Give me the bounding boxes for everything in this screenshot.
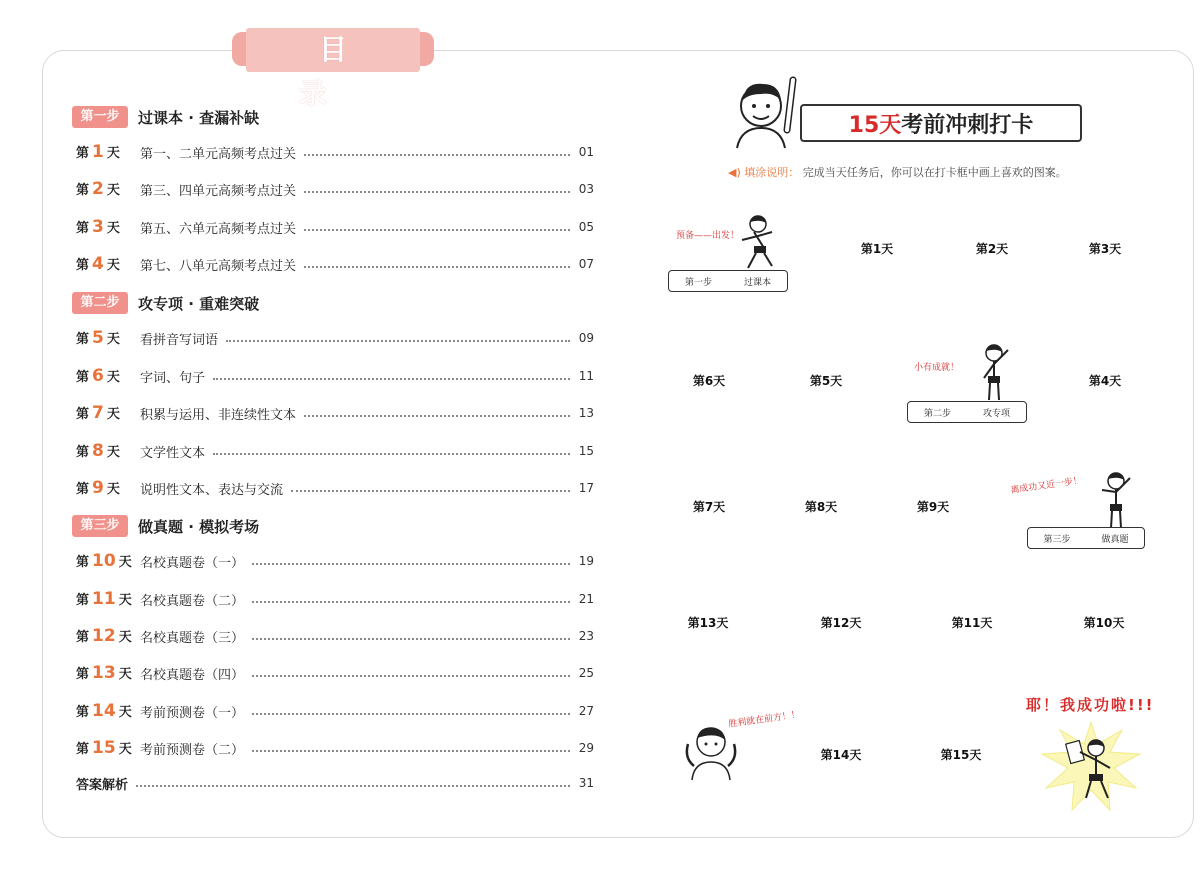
section-title: 攻专项 · 重难突破 [138, 294, 260, 313]
day-number: 6 [92, 366, 104, 386]
toc-entry-name: 名校真题卷（三） [140, 630, 245, 646]
leader-dots [252, 601, 570, 603]
toc-entry-name: 考前预测卷（二） [140, 742, 245, 758]
toc-day-label [76, 217, 140, 237]
toc-day-label [76, 403, 140, 423]
section-badge: 第一步 [72, 106, 128, 128]
toc-entry-name: 积累与运用、非连续性文本 [140, 407, 297, 423]
day-number: 3 [92, 217, 104, 237]
checkin-box-day-3[interactable] [1046, 234, 1164, 300]
checkin-box-day-9[interactable] [874, 492, 992, 558]
stage-name: 攻专项 [982, 408, 1010, 419]
day-suffix: 天 [118, 630, 132, 645]
stage-step: 第二步 [923, 408, 951, 419]
page-title: 目录 [298, 33, 387, 110]
checkin-day-label: 第10天 [1083, 616, 1125, 630]
stage-label-3 [1027, 527, 1145, 549]
toc-entry-name: 第五、六单元高频考点过关 [140, 221, 297, 237]
checkin-title [800, 104, 1082, 142]
toc-row[interactable] [76, 589, 594, 609]
toc-row[interactable] [76, 441, 594, 461]
day-prefix: 第 [76, 183, 90, 198]
day-prefix: 第 [76, 555, 90, 570]
day-suffix: 天 [106, 332, 120, 347]
leader-dots [252, 638, 570, 640]
leader-dots [304, 191, 570, 193]
page-number: 17 [578, 481, 594, 495]
day-number: 13 [92, 663, 116, 683]
day-prefix: 第 [76, 258, 90, 273]
toc-day-label [76, 142, 140, 162]
toc-day-label [76, 254, 140, 274]
title-banner [232, 28, 434, 110]
leader-dots [213, 453, 570, 455]
page-number: 03 [578, 182, 594, 196]
leader-dots [304, 154, 570, 156]
toc-entry-name: 第一、二单元高频考点过关 [140, 146, 297, 162]
day-number: 12 [92, 626, 116, 646]
stage-label-2 [907, 401, 1027, 423]
checkin-box-day-1[interactable] [818, 234, 936, 300]
day-suffix: 天 [106, 183, 120, 198]
speaker-icon: ◀) [728, 166, 741, 179]
stage-step: 第三步 [1043, 534, 1071, 545]
leader-dots [304, 415, 570, 417]
day-suffix: 天 [106, 221, 120, 236]
checkin-day-label: 第13天 [687, 616, 729, 630]
stage-caption: 预备——出发！ [676, 231, 740, 241]
day-prefix: 第 [76, 630, 90, 645]
toc-entry-name: 名校真题卷（四） [140, 667, 245, 683]
day-number: 4 [92, 254, 104, 274]
toc-entry-name: 考前预测卷（一） [140, 705, 245, 721]
toc-entry-name: 字词、句子 [140, 370, 206, 386]
checkin-box-day-10[interactable] [1045, 608, 1163, 674]
page-number: 21 [578, 592, 594, 606]
toc-row[interactable] [76, 328, 594, 348]
toc-row[interactable] [76, 478, 594, 498]
success-text: 耶！我成功啦!!! [1026, 696, 1155, 714]
section-header-2 [72, 292, 259, 314]
victory-caption: 胜利就在前方！！ [727, 710, 801, 730]
toc-row[interactable] [76, 254, 594, 274]
page-number: 01 [578, 145, 594, 159]
section-badge: 第三步 [72, 515, 128, 537]
page-number: 19 [578, 554, 594, 568]
page-number: 13 [578, 406, 594, 420]
checkin-box-day-11[interactable] [913, 608, 1031, 674]
note-label: 填涂说明： [744, 166, 800, 179]
toc-entry-name: 第七、八单元高频考点过关 [140, 258, 297, 274]
leader-dots [252, 563, 570, 565]
stage-label-1 [668, 270, 788, 292]
checkin-day-label: 第8天 [804, 500, 838, 514]
day-number: 9 [92, 478, 104, 498]
checkin-day-label: 第5天 [809, 374, 843, 388]
checkin-day-label: 第9天 [916, 500, 950, 514]
toc-day-label [76, 551, 140, 571]
toc-entry-name: 名校真题卷（一） [140, 555, 245, 571]
leader-dots [304, 266, 570, 268]
leader-dots [252, 713, 570, 715]
page-number: 31 [578, 776, 594, 790]
flexing-boy-icon [680, 722, 742, 782]
toc-day-label [76, 441, 140, 461]
day-suffix: 天 [106, 370, 120, 385]
toc-row[interactable] [76, 366, 594, 386]
stage-step: 第一步 [684, 277, 712, 288]
celebrating-boy-icon [1038, 720, 1144, 812]
day-suffix: 天 [118, 667, 132, 682]
day-number: 15 [92, 738, 116, 758]
day-number: 1 [92, 142, 104, 162]
day-suffix: 天 [106, 482, 120, 497]
day-suffix: 天 [118, 593, 132, 608]
section-title: 过课本 · 查漏补缺 [138, 108, 260, 127]
toc-day-label [76, 328, 140, 348]
day-prefix: 第 [76, 146, 90, 161]
toc-row[interactable] [76, 701, 594, 721]
page-number: 23 [578, 629, 594, 643]
day-prefix: 第 [76, 482, 90, 497]
checkin-box-day-4[interactable] [1046, 366, 1164, 432]
toc-row[interactable] [76, 626, 594, 646]
toc-row[interactable] [76, 217, 594, 237]
day-number: 8 [92, 441, 104, 461]
toc-entry-name: 说明性文本、表达与交流 [140, 482, 284, 498]
checkin-day-label: 第11天 [951, 616, 993, 630]
page-number: 25 [578, 666, 594, 680]
section-badge: 第二步 [72, 292, 128, 314]
title-rest: 考前冲刺打卡 [901, 112, 1034, 138]
day-prefix: 第 [76, 667, 90, 682]
leader-dots [213, 378, 570, 380]
day-prefix: 第 [76, 221, 90, 236]
day-suffix: 天 [106, 407, 120, 422]
toc-row[interactable] [76, 142, 594, 162]
day-number: 5 [92, 328, 104, 348]
day-prefix: 第 [76, 705, 90, 720]
checkin-day-label: 第6天 [692, 374, 726, 388]
checkin-box-day-2[interactable] [933, 234, 1051, 300]
checkin-box-day-5[interactable] [767, 366, 885, 432]
checkin-box-day-12[interactable] [782, 608, 900, 674]
boy-pointing-icon [735, 70, 803, 150]
page-number: 15 [578, 444, 594, 458]
stage-caption: 离成功又近一步！ [1009, 476, 1083, 496]
day-number: 10 [92, 551, 116, 571]
day-prefix: 第 [76, 407, 90, 422]
checkin-box-day-13[interactable] [649, 608, 767, 674]
page-number: 05 [578, 220, 594, 234]
checkin-box-day-8[interactable] [762, 492, 880, 558]
stage-name: 过课本 [743, 277, 771, 288]
day-number: 14 [92, 701, 116, 721]
leader-dots [304, 229, 570, 231]
toc-entry-name: 看拼音写词语 [140, 332, 219, 348]
day-prefix: 第 [76, 445, 90, 460]
section-title: 做真题 · 模拟考场 [138, 517, 260, 536]
toc-entry-name: 名校真题卷（二） [140, 593, 245, 609]
section-header-3 [72, 515, 259, 537]
day-suffix: 天 [118, 555, 132, 570]
checkin-day-label: 第15天 [940, 748, 982, 762]
day-number: 7 [92, 403, 104, 423]
instruction-note [728, 164, 1067, 180]
checkin-day-label: 第4天 [1088, 374, 1122, 388]
toc-row[interactable] [76, 403, 594, 423]
toc-day-label [76, 626, 140, 646]
running-boy-icon [736, 214, 776, 274]
leader-dots [252, 675, 570, 677]
leader-dots [252, 750, 570, 752]
day-suffix: 天 [118, 742, 132, 757]
toc-day-label [76, 366, 140, 386]
note-text: 完成当天任务后，你可以在打卡框中画上喜欢的图案。 [802, 166, 1067, 179]
day-suffix: 天 [106, 146, 120, 161]
cheering-boy-icon [978, 342, 1012, 402]
checkin-day-label: 第2天 [975, 242, 1009, 256]
toc-entry-name: 文学性文本 [140, 445, 206, 461]
stage-caption: 小有成就！ [914, 363, 960, 373]
toc-row[interactable] [76, 551, 594, 571]
day-prefix: 第 [76, 332, 90, 347]
title-highlight: 15天 [848, 112, 902, 138]
checkin-box-day-15[interactable] [902, 740, 1020, 806]
page-number: 07 [578, 257, 594, 271]
page-number: 29 [578, 741, 594, 755]
toc-day-label [76, 701, 140, 721]
checkin-day-label: 第12天 [820, 616, 862, 630]
day-number: 11 [92, 589, 116, 609]
toc-entry-name: 第三、四单元高频考点过关 [140, 183, 297, 199]
checkin-box-day-14[interactable] [782, 740, 900, 806]
toc-row[interactable] [76, 738, 594, 758]
toc-day-label [76, 589, 140, 609]
toc-row[interactable] [76, 179, 594, 199]
page-number: 11 [578, 369, 594, 383]
toc-day-label [76, 663, 140, 683]
day-suffix: 天 [106, 258, 120, 273]
day-suffix: 天 [118, 705, 132, 720]
toc-day-label [76, 179, 140, 199]
day-suffix: 天 [106, 445, 120, 460]
toc-day-label [76, 738, 140, 758]
toc-day-label [76, 478, 140, 498]
section-header-1 [72, 106, 259, 128]
toc-row[interactable] [76, 663, 594, 683]
leader-dots [136, 785, 570, 787]
waving-boy-icon [1100, 470, 1134, 530]
checkin-day-label: 第14天 [820, 748, 862, 762]
checkin-box-day-7[interactable] [650, 492, 768, 558]
toc-entry-name: 答案解析 [76, 777, 129, 793]
checkin-box-day-6[interactable] [650, 366, 768, 432]
checkin-day-label: 第1天 [860, 242, 894, 256]
day-number: 2 [92, 179, 104, 199]
page-number: 09 [578, 331, 594, 345]
toc-row-answers[interactable] [76, 773, 594, 793]
leader-dots [226, 340, 570, 342]
stage-name: 做真题 [1101, 534, 1129, 545]
checkin-day-label: 第3天 [1088, 242, 1122, 256]
page-number: 27 [578, 704, 594, 718]
leader-dots [291, 490, 570, 492]
checkin-day-label: 第7天 [692, 500, 726, 514]
day-prefix: 第 [76, 593, 90, 608]
day-prefix: 第 [76, 370, 90, 385]
day-prefix: 第 [76, 742, 90, 757]
